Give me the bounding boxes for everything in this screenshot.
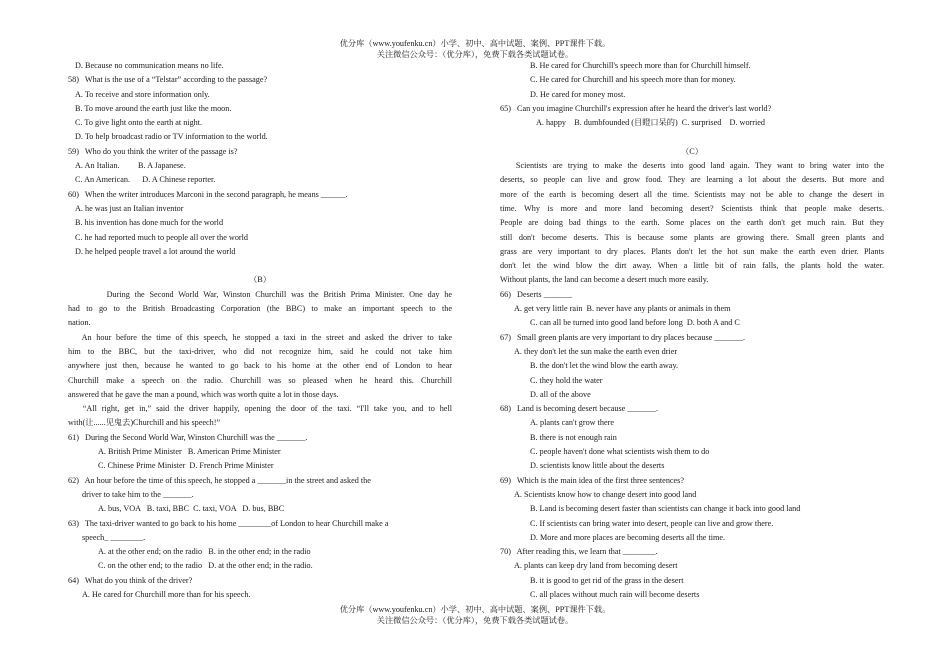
- paragraph-line: Churchill make a speech on the radio. Churchill was so pleased when he heard this. Churchill: [68, 375, 452, 385]
- question-line: 69) Which is the main idea of the first three sentences?: [500, 475, 685, 485]
- question-line: C. all places without much rain will become deserts: [530, 589, 700, 599]
- page-footer: [0, 604, 950, 626]
- question-line: A. British Prime Minister B. American Prime Minister: [98, 447, 281, 457]
- question-line: B. He cared for Churchill's speech more than for Churchill himself.: [530, 61, 751, 70]
- question-line: 67) Small green plants are very important to dry places because _______.: [500, 332, 746, 342]
- paragraph-line: During the Second World War, Winston Churchill was the British Prima Minister. One day he: [68, 289, 452, 299]
- footer-line-1: 优分库（www.youfenku.cn）小学、初中、高中试题、案例、PPT课件下载。: [339, 605, 611, 614]
- question-line: A. plants can't grow there: [530, 418, 615, 428]
- paragraph-line: “All right, get in,” said the driver happily, opening the door of the taxi. “I'll take you, and to hell: [68, 404, 452, 414]
- paragraph: [68, 402, 452, 431]
- question-line: 65) Can you imagine Churchill's expression after he heard the driver's last world?: [500, 103, 772, 113]
- question-line: D. scientists know little about the deserts: [530, 461, 665, 471]
- question-line: 59) Who do you think the writer of the passage is?: [68, 146, 238, 156]
- question-line: 64) What do you think of the driver?: [68, 575, 193, 585]
- question-line: C. on the other end; to the radio D. at the other end; in the radio.: [98, 561, 313, 571]
- left-column: [68, 59, 452, 602]
- passage-b-questions-continued: [500, 59, 884, 130]
- question-line: C. can all be turned into good land before long D. both A and C: [530, 318, 740, 328]
- passage-a-questions: [68, 59, 452, 259]
- question-line: D. Because no communication means no life.: [75, 61, 224, 70]
- question-line: 68) Land is becoming desert because _______.: [500, 404, 659, 414]
- right-column: [500, 59, 884, 602]
- question-line: A. he was just an Italian inventor: [75, 203, 184, 213]
- paragraph-line: Scientists are trying to make the deserts into good land again. They want to bring water into the: [500, 161, 884, 171]
- question-line: driver to take him to the _______.: [82, 489, 194, 499]
- paragraph-line: time. Why is more and more land becoming desert? Scientists think that people make deserts.: [500, 203, 884, 213]
- question-line: A. He cared for Churchill more than for his speech.: [82, 589, 251, 599]
- header-line-2: 关注微信公众号：（优分库），免费下载各类试题试卷。: [376, 50, 574, 59]
- passage-b-questions: [68, 431, 452, 603]
- question-line: A. Scientists know how to change desert into good land: [514, 489, 697, 499]
- question-line: B. it is good to get rid of the grass in the desert: [530, 575, 684, 585]
- page-header: [0, 38, 950, 60]
- question-line: B. the don't let the wind blow the earth away.: [530, 361, 679, 371]
- header-line-1: 优分库（www.youfenku.cn）小学、初中、高中试题、案例、PPT课件下载。: [339, 39, 611, 48]
- question-line: A. To receive and store information only.: [75, 89, 210, 99]
- section-b-heading: （B）: [249, 275, 271, 285]
- paragraph: [68, 331, 452, 402]
- paragraph-line: answered that he gave the man a pound, which was worth quite a lot in those days.: [68, 389, 339, 399]
- footer-line-2: 关注微信公众号：（优分库），免费下载各类试题试卷。: [376, 616, 574, 625]
- question-line: 70) After reading this, we learn that ________.: [500, 547, 658, 557]
- paragraph: [68, 288, 452, 331]
- question-line: A. An Italian. B. A Japanese.: [75, 161, 186, 171]
- question-line: 61) During the Second World War, Winston Churchill was the _______.: [68, 432, 308, 442]
- paragraph-line: don't let the wind blow the dirt away. When a little bit of rain falls, the plants hold the water.: [500, 261, 884, 271]
- question-line: 62) An hour before the time of this speech, he stopped a _______in the street and asked the: [68, 475, 371, 485]
- passage-c-text: [500, 159, 884, 288]
- question-line: D. More and more places are becoming deserts all the time.: [530, 532, 726, 542]
- question-line: 60) When the writer introduces Marconi in the second paragraph, he means ______.: [68, 189, 348, 199]
- question-line: A. happy B. dumbfounded (目瞪口呆的) C. surprised D. worried: [536, 118, 765, 128]
- paragraph-line: anywhere just then, because he wanted to go back to his home at the other end of London to hear: [68, 361, 452, 371]
- paragraph-line: grass are very important to dry places. Plants don't let the hot sun make the earth even drier. Plants: [500, 246, 884, 256]
- question-line: A. they don't let the sun make the earth even drier: [514, 346, 678, 356]
- question-line: A. bus, VOA B. taxi, BBC C. taxi, VOA D. bus, BBC: [98, 504, 285, 514]
- paragraph-line: An hour before the time of this speech, he stopped a taxi in the street and asked the driver to take: [68, 332, 452, 342]
- question-line: C. Chinese Prime Minister D. French Prime Minister: [98, 461, 274, 471]
- question-line: D. he helped people travel a lot around the world: [75, 246, 236, 256]
- question-line: A. at the other end; on the radio B. in the other end; in the radio: [98, 547, 311, 557]
- paragraph-line: with(让......见鬼去)Churchill and his speech!”: [68, 418, 221, 428]
- question-line: B. To move around the earth just like the moon.: [75, 103, 232, 113]
- question-line: D. He cared for money most.: [530, 89, 626, 99]
- question-line: C. He cared for Churchill and his speech more than for money.: [530, 75, 736, 85]
- paragraph-line: still don't become deserts. This is because some plants are growing there. Small green plants and: [500, 232, 884, 242]
- question-line: 66) Deserts _______: [500, 289, 573, 299]
- paragraph-line: nation.: [68, 318, 91, 328]
- paragraph-line: him to the BBC, but the taxi-driver, who did not recognize him, said he could not take him: [68, 346, 452, 356]
- question-line: A. get very little rain B. never have any plants or animals in them: [514, 304, 731, 314]
- question-line: D. all of the above: [530, 389, 591, 399]
- question-line: speech_ ________.: [82, 532, 146, 542]
- question-line: A. plants can keep dry land from becoming desert: [514, 561, 678, 571]
- paragraph-line: deserts, so people can live and grow food. They are learning a lot about the deserts. But more and: [500, 175, 884, 185]
- question-line: C. An American. D. A Chinese reporter.: [75, 175, 216, 185]
- question-line: B. his invention has done much for the world: [75, 218, 224, 228]
- section-c-heading: （C）: [681, 146, 703, 156]
- passage-b-text: [68, 288, 452, 431]
- question-line: 63) The taxi-driver wanted to go back to his home ________of London to hear Churchill make a: [68, 518, 389, 528]
- question-line: 58) What is the use of a “Telstar” according to the passage?: [68, 75, 268, 85]
- question-line: C. they hold the water: [530, 375, 603, 385]
- paragraph-line: had to go to the British Broadcasting Corporation (the BBC) to make an important speech to the: [68, 304, 452, 314]
- question-line: B. there is not enough rain: [530, 432, 617, 442]
- question-line: C. people haven't done what scientists wish them to do: [530, 447, 710, 457]
- question-line: C. he had reported much to people all over the world: [75, 232, 249, 242]
- question-line: C. To give light onto the earth at night.: [75, 118, 203, 128]
- paragraph-line: People are doing bad things to the earth. Some places on the earth don't get much rain. But they: [500, 218, 884, 228]
- passage-c-questions: [500, 288, 884, 603]
- question-line: C. If scientists can bring water into desert, people can live and grow there.: [530, 518, 774, 528]
- question-line: D. To help broadcast radio or TV information to the world.: [75, 132, 268, 142]
- paragraph-line: Without plants, the land can become a desert much more easily.: [500, 275, 709, 285]
- paragraph-line: more of the earth is becoming desert all the time. Scientists may not be able to change the desert in: [500, 189, 884, 199]
- question-line: B. Land is becoming desert faster than scientists can change it back into good land: [530, 504, 801, 514]
